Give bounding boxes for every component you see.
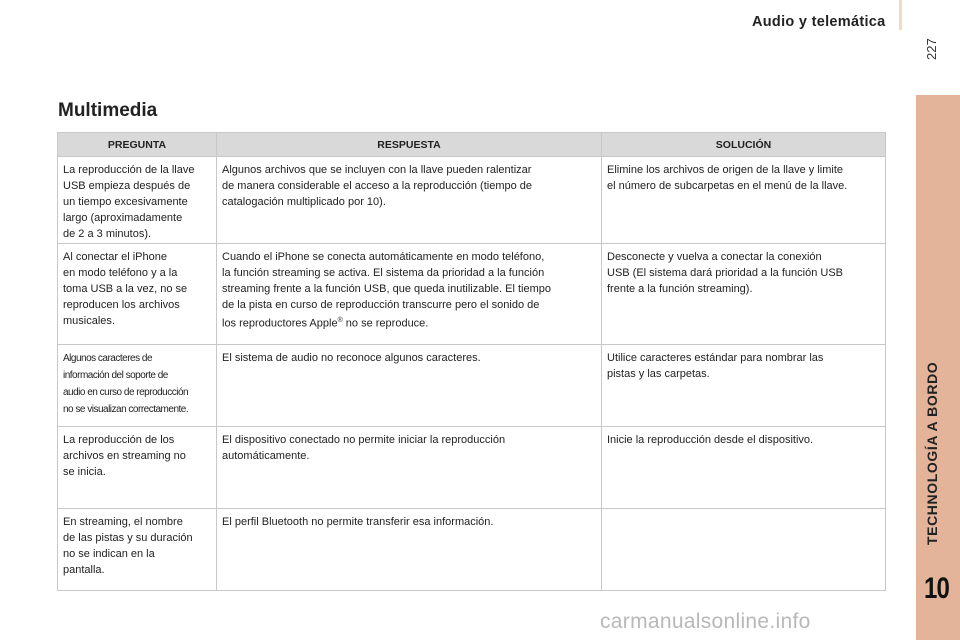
answer-cell: El dispositivo conectado no permite iniciar la reproducción automáticamente.	[217, 427, 602, 509]
column-header-answer: RESPUESTA	[217, 133, 602, 157]
side-tab-label: TECHNOLOGÍA A BORDO	[924, 361, 940, 545]
table-header-row	[58, 133, 886, 157]
page-number: 227	[924, 38, 939, 60]
header-separator	[899, 0, 902, 30]
answer-text-tail: no se reproduce.	[342, 317, 429, 330]
watermark: carmanualsonline.info	[600, 610, 811, 633]
answer-text: Cuando el iPhone se conecta automáticamente en modo teléfono, la función streaming se activa. El sistema da prioridad a la función streaming frente a la función USB, que queda inutilizable. El tiempo de la pista en curso de reproducción transcurre pero el sonido de los reproductores Apple	[222, 251, 551, 330]
table-row	[58, 244, 886, 345]
column-header-question: PREGUNTA	[58, 133, 217, 157]
table-row	[58, 157, 886, 244]
answer-cell: El perfil Bluetooth no permite transferir esa información.	[217, 509, 602, 591]
question-cell: En streaming, el nombre de las pistas y su duración no se indican en la pantalla.	[58, 509, 217, 591]
answer-cell	[217, 244, 602, 345]
chapter-number: 10	[924, 572, 950, 605]
header-title: Audio y telemática	[752, 14, 886, 30]
registered-mark: ®	[337, 317, 343, 324]
answer-cell: El sistema de audio no reconoce algunos caracteres.	[217, 345, 602, 427]
table-row	[58, 509, 886, 591]
question-cell: Al conectar el iPhone en modo teléfono y a la toma USB a la vez, no se reproducen los archivos musicales.	[58, 244, 217, 345]
table-row	[58, 427, 886, 509]
solution-cell: Elimine los archivos de origen de la llave y limite el número de subcarpetas en el menú de la llave.	[602, 157, 886, 244]
solution-cell	[602, 509, 886, 591]
question-cell: La reproducción de la llave USB empieza después de un tiempo excesivamente largo (aproximadamente de 2 a 3 minutos).	[58, 157, 217, 244]
solution-cell: Desconecte y vuelva a conectar la conexión USB (El sistema dará prioridad a la función USB frente a la función streaming).	[602, 244, 886, 345]
section-title: Multimedia	[58, 100, 158, 121]
answer-cell: Algunos archivos que se incluyen con la llave pueden ralentizar de manera considerable el acceso a la reproducción (tiempo de catalogación multiplicado por 10).	[217, 157, 602, 244]
solution-cell: Utilice caracteres estándar para nombrar las pistas y las carpetas.	[602, 345, 886, 427]
faq-table	[57, 132, 886, 591]
table-row	[58, 345, 886, 427]
question-cell: La reproducción de los archivos en streaming no se inicia.	[58, 427, 217, 509]
solution-cell: Inicie la reproducción desde el dispositivo.	[602, 427, 886, 509]
column-header-solution: SOLUCIÓN	[602, 133, 886, 157]
question-cell: Algunos caracteres de información del soporte de audio en curso de reproducción no se visualizan correctamente.	[58, 345, 217, 427]
